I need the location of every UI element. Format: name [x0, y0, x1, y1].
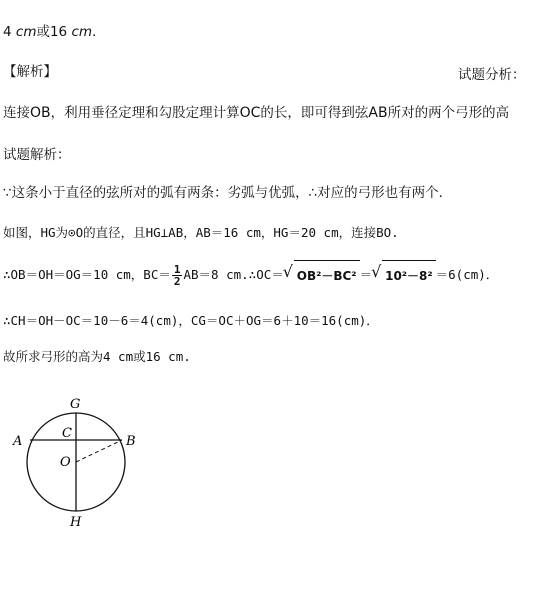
jiexi-heading: 【解析】: [3, 64, 57, 80]
sqrt-expression-1: √ OB²－BC²: [294, 260, 360, 291]
segment-oc: OC: [239, 105, 261, 121]
radius-ob-dashed: [76, 440, 122, 462]
solution-line-4: ∴CH＝OH－OC＝10－6＝4(cm)，CG＝OC＋OG＝6＋10＝16(cm)．: [3, 313, 379, 328]
answer-line: [3, 23, 96, 41]
label-g: G: [70, 397, 81, 412]
label-h: H: [70, 515, 82, 530]
solution-line-3: [3, 260, 498, 291]
sqrt-expression-2: √ 10²－8²: [382, 260, 436, 291]
fraction-numerator: 1: [173, 263, 181, 276]
solution-line-2: 如图，HG为⊙O的直径，且HG⊥AB，AB＝16 cm，HG＝20 cm，连接BO.: [3, 225, 399, 240]
fraction-half: [172, 264, 183, 287]
analysis-part-1: 连接: [3, 105, 30, 121]
fraction-denominator: 2: [173, 275, 181, 288]
segment-ob: OB: [30, 105, 51, 121]
answer-unit-2: cm: [71, 24, 93, 40]
solution-line-5: 故所求弓形的高为4 cm或16 cm.: [3, 349, 191, 364]
circle-diagram: [0, 390, 170, 535]
line3-part-b: AB＝8 cm.∴OC＝: [183, 267, 284, 282]
answer-unit-1: cm: [15, 24, 37, 40]
analysis-part-2: ，利用垂径定理和勾股定理计算: [50, 105, 240, 121]
label-a: A: [13, 434, 23, 449]
line3-part-c: ＝: [359, 267, 373, 282]
analysis-label: 试题分析：: [458, 67, 526, 83]
solution-line-1: ∵这条小于直径的弦所对的弧有两条：劣弧与优弧，∴对应的弓形也有两个．: [3, 185, 453, 201]
answer-conjunction: 或: [36, 24, 50, 40]
analysis-text: [3, 104, 557, 122]
line3-part-d: ＝6(cm)．: [435, 267, 499, 282]
line3-part-a: ∴OB＝OH＝OG＝10 cm，BC＝: [3, 267, 171, 282]
answer-period: .: [92, 24, 97, 40]
segment-ab: AB: [368, 105, 388, 121]
answer-value-2: 16: [49, 24, 68, 40]
answer-value-1: 4: [3, 24, 12, 40]
label-c: C: [62, 426, 72, 441]
analysis-part-3: 的长，即可得到弦: [260, 105, 369, 121]
analysis-part-4: 所对的两个弓形的高: [387, 105, 510, 121]
label-o: O: [60, 455, 71, 470]
solution-label: 试题解析：: [3, 147, 71, 163]
label-b: B: [126, 434, 136, 449]
